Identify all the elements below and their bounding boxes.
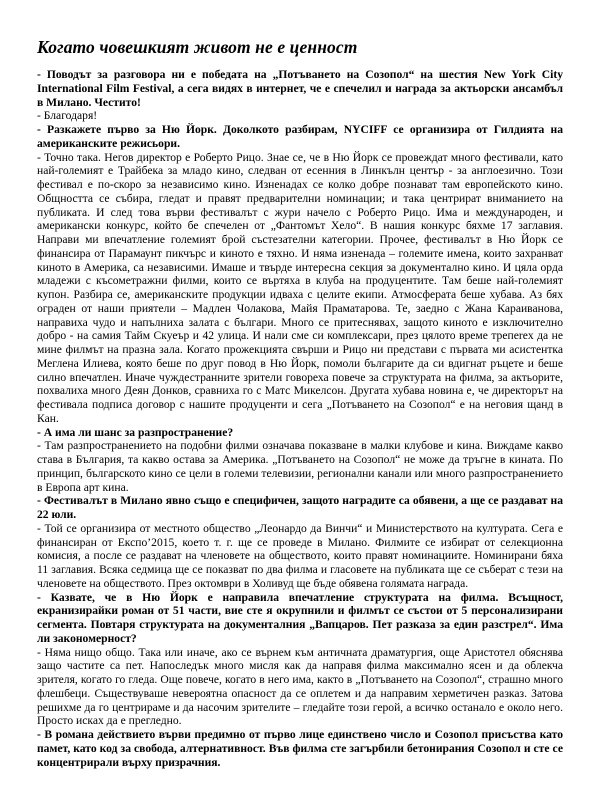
question-paragraph: - В романа действието върви предимно от първо лице единствено число и Созопол присъства като памет, като код за свобода, алтернативност. Във филма сте загърбили бетонирания Созопол и сте се концентрирали върху призрачния. — [37, 728, 563, 769]
question-paragraph: - Фестивалът в Милано явно също е специфичен, защото наградите са обявени, а ще се раздават на 22 юли. — [37, 494, 563, 521]
answer-paragraph: - Той се организира от местното общество „Леонардо да Винчи“ и Министерството на културата. Сега е финансиран от Експо’2015, което т. г. ще се проведе в Милано. Филмите се избират от селекционна комисия, а после се раздават на членовете на обществото, които правят номинациите. Номинирани бяха 11 заглавия. Всяка седмица ще се показват по два филма и гласовете на публиката ще се съберат с тези на членовете на обществото. През октомври в Холивуд ще бъде обявена голямата награда. — [37, 521, 563, 590]
answer-paragraph: - Няма нищо общо. Така или иначе, ако се върнем към античната драматургия, още Аристотел обяснява защо частите са пет. Напоследък много мисля как да направя филма максимално ясен и да облекча зрителя, когато го гледа. Още повече, когато в него има, както в „Потъването на Созопол“, страшно много флешбеци. Съществуваше невероятна опасност да се оплетем и да направим херметичен разказ. Затова решихме да го центрираме и да насочим зрителите – гледайте този герой, а всичко останало е около него. Просто исках да е прегледно. — [37, 645, 563, 728]
question-paragraph: - Казвате, че в Ню Йорк е направила впечатление структурата на филма. Всъщност, екранизирайки роман от 51 части, вие сте я окрупнили и филмът се състои от 5 персонализирани сегмента. Повтаря структурата на документалния „Вапцаров. Пет разказа за един разстрел“. Има ли закономерност? — [37, 590, 563, 645]
answer-paragraph: - Там разпространението на подобни филми означава показване в малки клубове и кина. Виждаме какво става в България, та какво остава за Америка. „Потъването на Созопол“ не може да тръгне в кината. По принцип, българското кино се цели в големи телевизии, регионални канали или много разпространението в Европа арт кина. — [37, 439, 563, 494]
answer-paragraph: - Благодаря! — [37, 109, 98, 123]
interview-body — [37, 68, 563, 769]
article-title: Когато човешкият живот не е ценност — [37, 37, 358, 57]
question-paragraph: - А има ли шанс за разпространение? — [37, 425, 234, 439]
answer-paragraph: - Точно така. Негов директор е Роберто Рицо. Знае се, че в Ню Йорк се провеждат много фестивали, като най-големият е Трайбека за младо кино, следван от есенния в Линкълн център - за англоезично. Този фестивал е по-скоро за независимо кино. Изненадах се колко добре познават там европейското кино. Общността се събира, гледат и правят предварителни номинации; и така центрират вниманието на публиката. И след това върви фестивалът с жури начело с Роберто Рицо. Има и международен, и американски конкурс, който бе спечелен от „Фантомът Хело“. В нашия конкурс бяхме 17 заглавия. Направи ми впечатление големият брой състезателни категории. Прочее, фестивалът в Ню Йорк се финансира от Парамаунт пикчърс и киното е тяхно. И няма изненада – големите имена, които захранват киното в Америка, са независими. Имаше и твърде интересна секция за документално кино. И цяла орда младежи с късометражни филми, които се въртяха в клуба на продуцентите. Там беше най-големият купон. Разбира се, американските продукции идваха с целите екипи. Атмосферата беше хубава. Аз бях ограден от наши приятели – Мадлен Чолакова, Майя Праматарова. Те, заедно с Жана Караиванова, направиха чудо и напълниха залата с българи. Много се притеснявах, защото киното е изключително добро - на самия Тайм Скуеър и 42 улица. И нали сме си комплексари, през цялото време трепerex да не мине филмът на празна зала. Когато прожекцията свърши и Рицо ни представи с първата ми асистентка Меглена Илиева, която беше по друг повод в Ню Йорк, помоли българите да си вдигнат ръцете и беше силно впечатлен. Иначе чуждестранните зрители говореха повече за структурата на филма, за актьорите, похвалиха много Деян Донков, сравниха го с Матс Микелсон. Другата хубава новина е, че директорът на фестивала подписа договор с нашите продуценти и сега „Потъването на Созопол“ е на неговия щанд в Кан. — [37, 150, 563, 425]
question-paragraph: - Разкажете първо за Ню Йорк. Доколкото разбирам, NYCIFF се организира от Гилдията на американските режисьори. — [37, 123, 563, 150]
question-paragraph: - Поводът за разговора ни е победата на „Потъването на Созопол“ на шестия New York City International Film Festival, а сега видях в интернет, че е спечелил и награда за актьорски ансамбъл в Милано. Честито! — [37, 68, 563, 109]
